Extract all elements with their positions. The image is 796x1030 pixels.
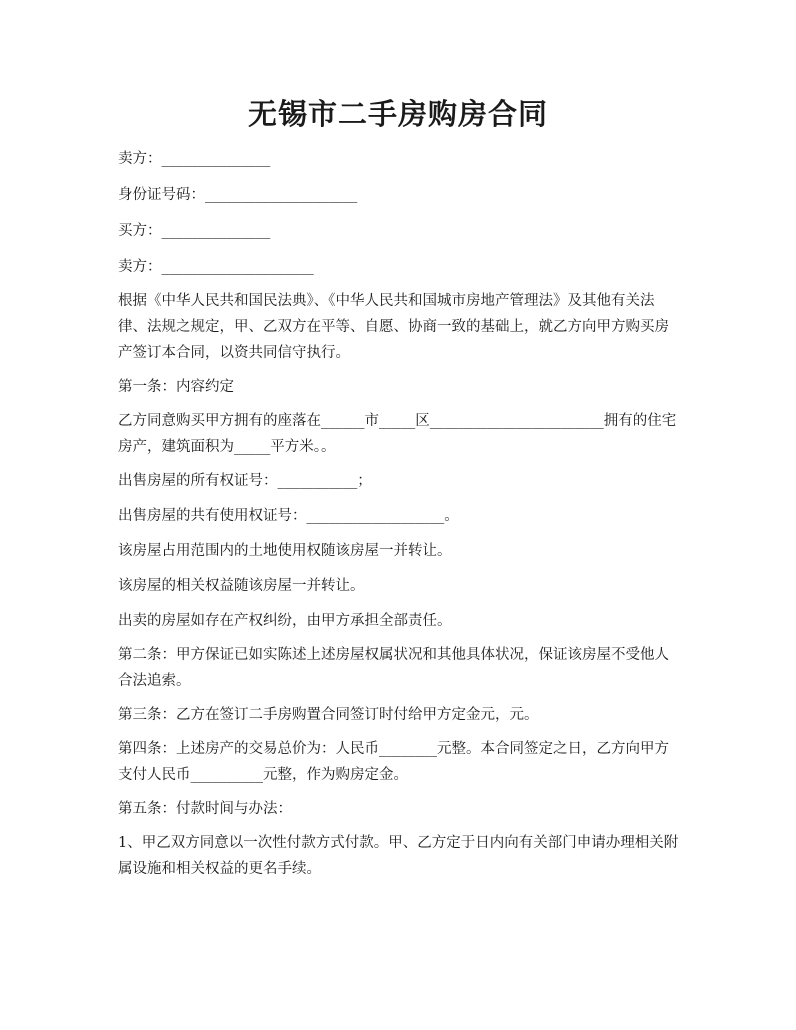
- dispute-liability-line: 出卖的房屋如存在产权纠纷，由甲方承担全部责任。: [118, 613, 452, 629]
- document-body: [118, 146, 680, 882]
- article-1-heading: 第一条：内容约定: [118, 379, 234, 395]
- property-location-paragraph: 乙方同意购买甲方拥有的座落在______市_____区________________________拥有的住宅房产，建筑面积为_____平方米。。: [118, 413, 677, 455]
- rights-transfer-line: 该房屋的相关权益随该房屋一并转让。: [118, 578, 365, 594]
- article-5-heading: 第五条：付款时间与办法：: [118, 801, 292, 817]
- shared-use-cert-line: 出售房屋的共有使用权证号：___________________。: [118, 508, 459, 524]
- seller-line: 卖方：_______________: [118, 151, 271, 167]
- article-2-paragraph: 第二条：甲方保证已如实陈述上述房屋权属状况和其他具体状况，保证该房屋不受他人合法追索。: [118, 647, 669, 689]
- article-4-paragraph: 第四条：上述房产的交易总价为：人民币________元整。本合同签定之日，乙方向甲方支付人民币__________元整，作为购房定金。: [118, 741, 669, 783]
- payment-clause-1: 1、甲乙双方同意以一次性付款方式付款。甲、乙方定于日内向有关部门申请办理相关附属设施和相关权益的更名手续。: [118, 835, 679, 877]
- buyer-line: 买方：_______________: [118, 223, 271, 239]
- preamble-paragraph: 根据《中华人民共和国民法典》、《中华人民共和国城市房地产管理法》及其他有关法律、法规之规定，甲、乙双方在平等、自愿、协商一致的基础上，就乙方向甲方购买房产签订本合同，以资共同信守执行。: [118, 293, 669, 361]
- id-number-line: 身份证号码：_____________________: [118, 187, 358, 203]
- article-3-paragraph: 第三条：乙方在签订二手房购置合同签订时付给甲方定金元，元。: [118, 707, 539, 723]
- land-use-transfer-line: 该房屋占用范围内的土地使用权随该房屋一并转让。: [118, 543, 452, 559]
- ownership-cert-line: 出售房屋的所有权证号：___________；: [118, 473, 372, 489]
- seller-line-2: 卖方：_____________________: [118, 259, 314, 275]
- document-title: 无锡市二手房购房合同: [247, 97, 548, 131]
